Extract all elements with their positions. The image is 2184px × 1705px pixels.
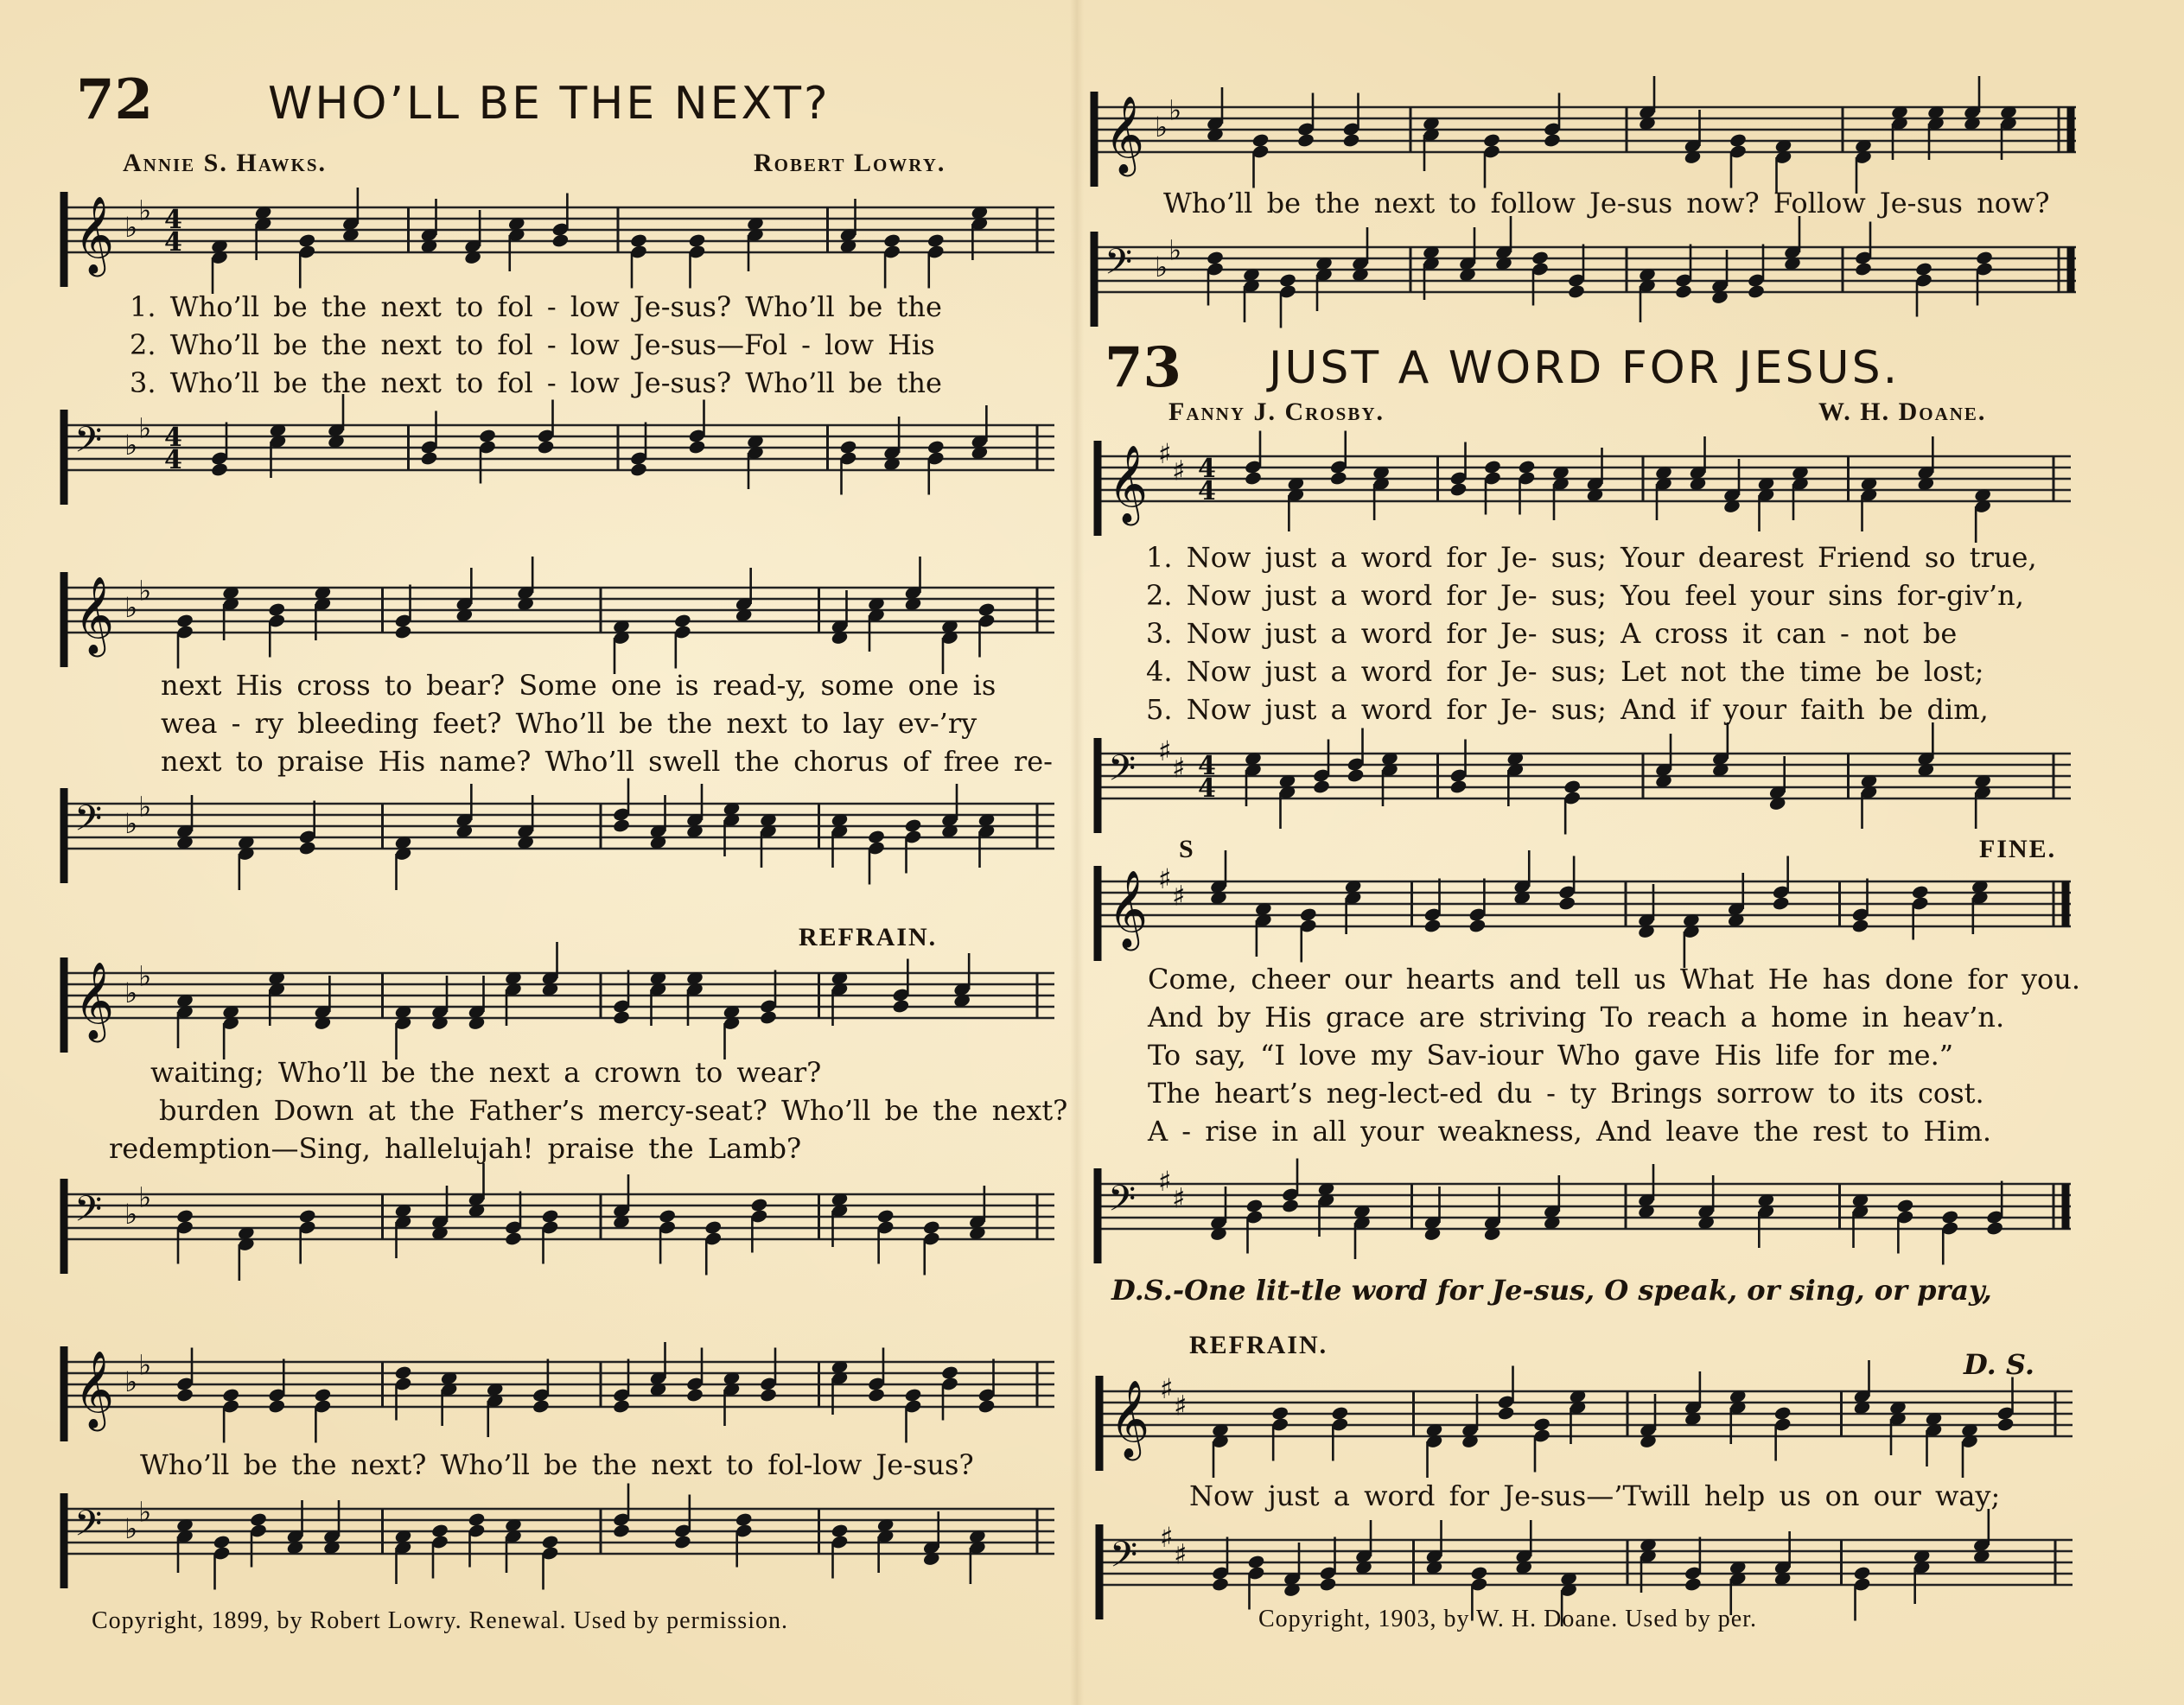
note-head	[759, 1009, 777, 1025]
hymn-72-verse-2-line-2: wea - ry bleeding feet? Who’ll be the next to lay ev-’ry	[161, 707, 977, 740]
bass-clef: 𝄢	[1108, 748, 1137, 798]
hymn-73-copyright: Copyright, 1903, by W. H. Doane. Used by per.	[1258, 1606, 1757, 1632]
hymn-72-verse-2-line-1: 2. Who’ll be the next to fol - low Je-sus—Fol - low His	[130, 328, 935, 361]
note-head	[1772, 895, 1790, 911]
hymn-72-verse-3-line-3: redemption—Sing, hallelujah! praise the Lamb?	[109, 1132, 802, 1165]
hymn-73-lyricist: Fanny J. Crosby.	[1168, 398, 1385, 426]
time-signature-top: 4	[1198, 454, 1216, 484]
hymn-72-system-2	[60, 570, 1054, 674]
hymn-73-title: JUST A WORD FOR JESUS.	[1269, 342, 1901, 394]
hymn-72-final-line: Who’ll be the next to follow Je-sus now? Follow Je-sus now?	[1163, 187, 2050, 219]
note-head	[1747, 283, 1765, 299]
hymn-73-fine-label: FINE.	[1979, 835, 2057, 863]
flat-sign: ♭	[138, 194, 152, 227]
flat-sign: ♭	[1168, 93, 1182, 127]
sharp-sign: ♯	[1172, 454, 1186, 487]
time-signature-bottom: 4	[164, 445, 182, 475]
hymn-73-ds-line: D.S.-One lit-tle word for Je-sus, O speak, or sing, or pray,	[1111, 1274, 1992, 1307]
note-head	[1996, 1416, 2015, 1432]
note-head	[612, 1523, 630, 1538]
hymn-72-refrain-label: REFRAIN.	[799, 923, 938, 951]
bass-clef: 𝄢	[1108, 1178, 1137, 1228]
hymn-73-bass-system-1	[1094, 736, 2071, 840]
hymn-73-verse-5-ending: A - rise in all your weakness, And leave the rest to Him.	[1148, 1115, 1992, 1148]
flat-sign: ♭	[1168, 233, 1182, 267]
treble-clef: 𝄞	[1110, 1380, 1150, 1458]
note-head	[420, 450, 438, 466]
bass-clef: 𝄢	[74, 798, 103, 848]
hymn-73-verse-2-ending: And by His grace are striving To reach a home in heav’n.	[1148, 1001, 2005, 1034]
note-head	[685, 1387, 704, 1403]
note-head	[210, 461, 228, 477]
flat-sign: ♭	[1155, 111, 1168, 143]
note-head	[1851, 918, 1869, 933]
sharp-sign: ♯	[1158, 437, 1172, 470]
hymn-73-verse-5: 5. Now just a word for Je- sus; And if your faith be dim,	[1146, 693, 1989, 726]
treble-clef: 𝄞	[74, 962, 115, 1040]
note-head	[551, 232, 570, 248]
hymn-72-system-1	[60, 190, 1054, 294]
time-signature-bottom: 4	[1198, 773, 1216, 804]
book-gutter	[1070, 0, 1084, 1705]
time-signature-top: 4	[164, 423, 182, 453]
hymn-72-verse-3-line-2: next to praise His name? Who’ll swell the chorus of free re-	[161, 745, 1053, 778]
flat-sign: ♭	[124, 1512, 138, 1545]
flat-sign: ♭	[138, 959, 152, 993]
note-head	[1449, 481, 1468, 497]
hymn-73-number: 73	[1105, 335, 1182, 400]
hymn-72-copyright: Copyright, 1899, by Robert Lowry. Renewal. Used by permission.	[92, 1607, 788, 1634]
bass-clef: 𝄢	[1105, 241, 1133, 291]
note-head	[1557, 895, 1576, 911]
hymn-73-system-1	[1094, 439, 2071, 543]
note-head	[1854, 261, 1872, 277]
hymn-73-verse-1-ending: Come, cheer our hearts and tell us What He has done for you.	[1148, 963, 2081, 996]
treble-clef: 𝄞	[1108, 445, 1149, 523]
flat-sign: ♭	[124, 1198, 138, 1231]
note-head	[612, 1398, 630, 1414]
treble-clef: 𝄞	[1105, 96, 1145, 174]
hymn-72-system-4	[60, 1345, 1054, 1448]
note-head	[612, 818, 630, 833]
hymn-73-segno: S	[1179, 835, 1195, 863]
sharp-sign: ♯	[1160, 1372, 1174, 1405]
sharp-sign: ♯	[1174, 1537, 1188, 1571]
note-head	[1312, 779, 1330, 794]
flat-sign: ♭	[124, 807, 138, 840]
sharp-sign: ♯	[1158, 735, 1172, 767]
note-head	[1319, 1576, 1337, 1592]
hymn-73-verse-3: 3. Now just a word for Je- sus; A cross it can - not be	[1146, 617, 1958, 650]
time-signature-top: 4	[164, 205, 182, 235]
note-head	[175, 1387, 194, 1403]
flat-sign: ♭	[1155, 251, 1168, 283]
flat-sign: ♭	[138, 1180, 152, 1214]
time-signature-bottom: 4	[164, 227, 182, 258]
note-head	[1342, 132, 1360, 148]
hymn-72-system-5	[1091, 90, 2076, 194]
hymn-72-lyricist: Annie S. Hawks.	[123, 149, 328, 177]
flat-sign: ♭	[138, 1495, 152, 1529]
flat-sign: ♭	[138, 411, 152, 445]
treble-clef: 𝄞	[1108, 870, 1149, 948]
bass-clef: 𝄢	[74, 1188, 103, 1238]
sharp-sign: ♯	[1160, 1521, 1174, 1554]
treble-clef: 𝄞	[74, 1351, 115, 1428]
note-head	[1449, 779, 1468, 794]
sharp-sign: ♯	[1174, 1389, 1188, 1422]
note-head	[1497, 1405, 1515, 1421]
flat-sign: ♭	[138, 790, 152, 824]
note-head	[1211, 1576, 1229, 1592]
note-head	[892, 998, 910, 1014]
hymn-73-verse-4: 4. Now just a word for Je- sus; Let not the time be lost;	[1146, 655, 1984, 688]
sharp-sign: ♯	[1172, 879, 1186, 913]
flat-sign: ♭	[124, 977, 138, 1009]
time-signature-bottom: 4	[1198, 476, 1216, 506]
treble-clef: 𝄞	[74, 196, 115, 274]
hymn-72-bass-system-4	[60, 1492, 1054, 1595]
hymn-73-verse-4-ending: The heart’s neg-lect-ed du - ty Brings sorrow to its cost.	[1148, 1077, 1984, 1110]
sharp-sign: ♯	[1172, 1181, 1186, 1215]
note-head	[298, 840, 316, 856]
note-head	[629, 461, 647, 477]
time-signature-top: 4	[1198, 751, 1216, 781]
hymn-72-verse-2-line-3: burden Down at the Father’s mercy-seat? Who’ll be the next?	[159, 1094, 1068, 1127]
hymn-72-bass-system-1	[60, 408, 1054, 512]
note-head	[1296, 132, 1315, 148]
hymn-72-composer: Robert Lowry.	[754, 149, 946, 177]
note-head	[504, 1231, 522, 1246]
hymn-72-system-3	[60, 956, 1054, 1059]
hymn-72-verse-1-line-1: 1. Who’ll be the next to fol - low Je-sus? Who’ll be the	[130, 290, 942, 323]
hymn-73-system-3	[1096, 1374, 2073, 1478]
sharp-sign: ♯	[1158, 862, 1172, 895]
note-head	[1329, 470, 1347, 486]
hymn-72-verse-1-line-2: next His cross to bear? Some one is read-y, some one is	[161, 669, 996, 702]
note-head	[1347, 767, 1365, 783]
hymn-73-verse-3-ending: To say, “I love my Sav-iour Who gave His life for me.”	[1148, 1039, 1954, 1072]
note-head	[977, 1398, 996, 1414]
hymn-73-ds-mark: D. S.	[1964, 1348, 2034, 1381]
note-head	[1468, 918, 1487, 933]
hymn-72-bass-system-5	[1091, 230, 2076, 334]
note-head	[867, 1387, 885, 1403]
note-head	[1684, 1576, 1702, 1592]
note-head	[532, 1398, 550, 1414]
hymn-73-refrain-label: REFRAIN.	[1189, 1331, 1328, 1359]
note-head	[759, 1387, 777, 1403]
hymn-72-title: WHO’LL BE THE NEXT?	[268, 78, 831, 130]
hymn-72-verse-3-line-1: 3. Who’ll be the next to fol - low Je-sus? Who’ll be the	[130, 366, 942, 399]
hymn-73-composer: W. H. Doane.	[1818, 398, 1987, 426]
flat-sign: ♭	[124, 1365, 138, 1398]
sharp-sign: ♯	[1158, 1165, 1172, 1198]
flat-sign: ♭	[124, 211, 138, 244]
note-head	[537, 439, 555, 455]
sharp-sign: ♯	[1172, 751, 1186, 785]
hymn-73-system-2	[1094, 864, 2071, 968]
hymn-72-bass-system-2	[60, 786, 1054, 890]
note-head	[268, 1398, 286, 1414]
flat-sign: ♭	[138, 1348, 152, 1382]
hymn-73-verse-2: 2. Now just a word for Je- sus; You feel your sins for-giv’n,	[1146, 579, 2024, 612]
note-head	[612, 1009, 630, 1025]
flat-sign: ♭	[138, 574, 152, 608]
note-head	[1674, 283, 1692, 299]
hymn-73-refrain-line: Now just a word for Je-sus—’Twill help us on our way;	[1189, 1479, 2001, 1512]
flat-sign: ♭	[124, 591, 138, 624]
hymn-72-verse-1-line-3: waiting; Who’ll be the next a crown to wear?	[150, 1056, 822, 1089]
note-head	[688, 439, 706, 455]
note-head	[1567, 283, 1585, 299]
hymn-72-refrain-line: Who’ll be the next? Who’ll be the next to fol-low Je-sus?	[140, 1448, 974, 1481]
note-head	[1543, 132, 1561, 148]
hymn-72-number: 72	[76, 67, 154, 132]
treble-clef: 𝄞	[74, 576, 115, 654]
hymn-72-bass-system-3	[60, 1177, 1054, 1281]
flat-sign: ♭	[124, 429, 138, 461]
note-head	[394, 624, 412, 639]
bass-clef: 𝄢	[74, 1503, 103, 1553]
note-head	[673, 1534, 691, 1549]
hymn-73-verse-1: 1. Now just a word for Je- sus; Your dearest Friend so true,	[1146, 541, 2037, 574]
note-head	[1244, 470, 1262, 486]
note-head	[1985, 1220, 2003, 1236]
bass-clef: 𝄢	[74, 419, 103, 469]
hymn-73-bass-system-2	[1094, 1167, 2071, 1270]
note-head	[1423, 918, 1442, 933]
bass-clef: 𝄢	[1110, 1534, 1138, 1584]
note-head	[1281, 1198, 1299, 1213]
